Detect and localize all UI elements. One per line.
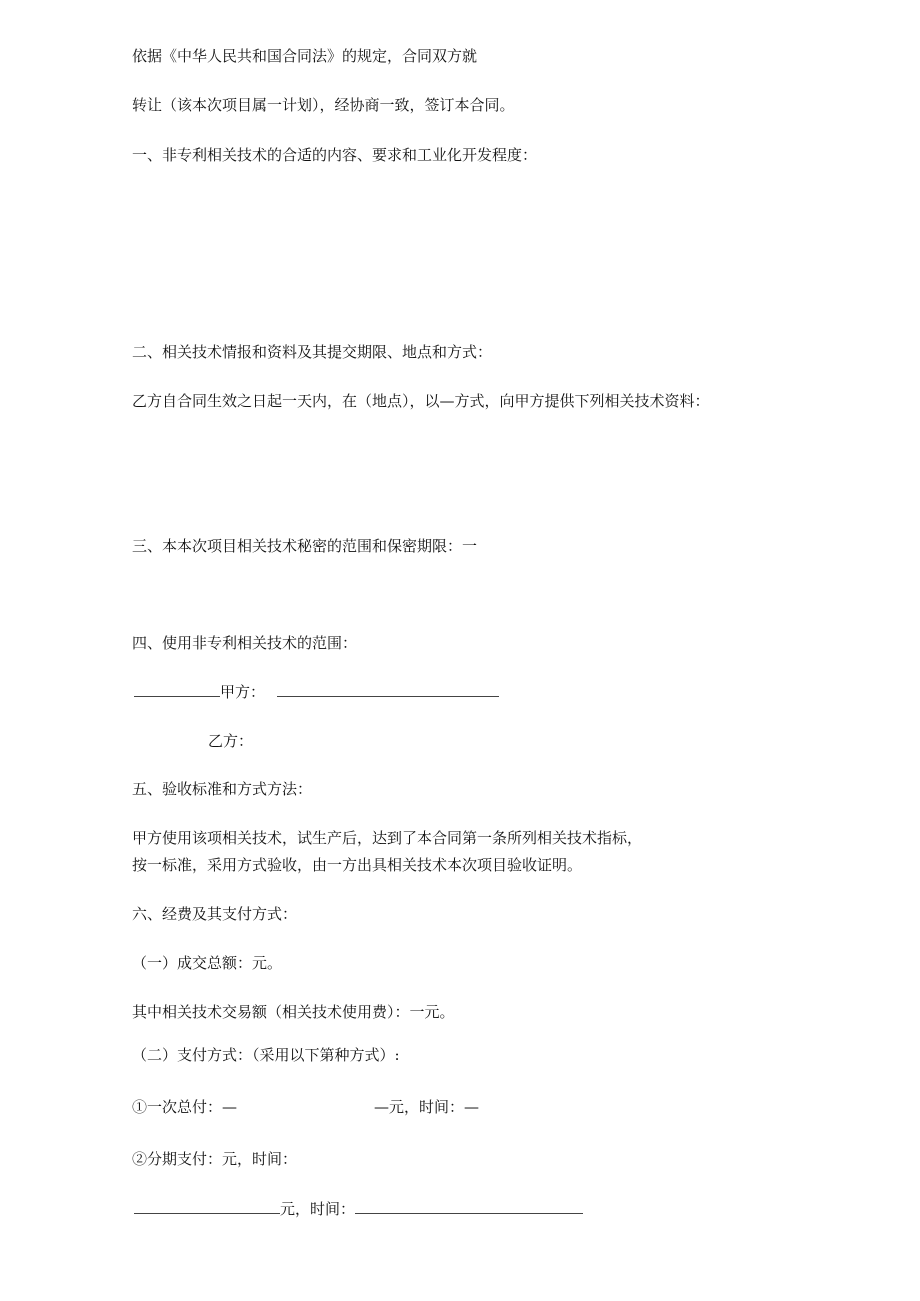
lump-sum-prefix: ①一次总付：— [132, 1098, 238, 1116]
installment-time-blank [355, 1199, 583, 1214]
party-b-label: 乙方： [208, 732, 254, 750]
intro-line-2: 转让（该本次项目属一计划），经协商一致，签订本合同。 [132, 96, 515, 114]
section-1-title: 一、非专利相关技术的合适的内容、要求和工业化开发程度： [132, 146, 538, 164]
installment-amount-blank [134, 1199, 280, 1214]
party-a-blank-left [134, 682, 220, 697]
section-2-body: 乙方自合同生效之日起一天内，在（地点），以—方式，向甲方提供下列相关技术资料： [132, 392, 710, 410]
tech-fee: 其中相关技术交易额（相关技术使用费）：一元。 [132, 1003, 455, 1021]
installment-blank-line [134, 1199, 583, 1219]
intro-line-1: 依据《中华人民共和国合同法》的规定，合同双方就 [132, 47, 478, 65]
section-6-title: 六、经费及其支付方式： [132, 905, 298, 923]
lump-sum-suffix: —元，时间：— [374, 1098, 480, 1116]
section-2-title: 二、相关技术情报和资料及其提交期限、地点和方式： [132, 343, 493, 361]
party-a-blank-right [277, 682, 499, 697]
section-5-body-2: 按一标准，采用方式验收，由一方出具相关技术本次项目验收证明。 [132, 856, 583, 874]
party-a-line [134, 682, 499, 702]
party-a-label: 甲方： [220, 683, 266, 701]
section-3-title: 三、本本次项目相关技术秘密的范围和保密期限：一 [132, 537, 478, 555]
installment-line-mid: 元，时间： [280, 1200, 356, 1218]
section-4-title: 四、使用非专利相关技术的范围： [132, 634, 358, 652]
total-amount: （一）成交总额：元。 [132, 954, 283, 972]
section-5-body-1: 甲方使用该项相关技术，试生产后，达到了本合同第一条所列相关技术指标， [132, 829, 643, 847]
payment-method: （二）支付方式：（采用以下第种方式）: [132, 1046, 400, 1064]
installment: ②分期支付：元，时间： [132, 1150, 298, 1168]
section-5-title: 五、验收标准和方式方法： [132, 780, 313, 798]
